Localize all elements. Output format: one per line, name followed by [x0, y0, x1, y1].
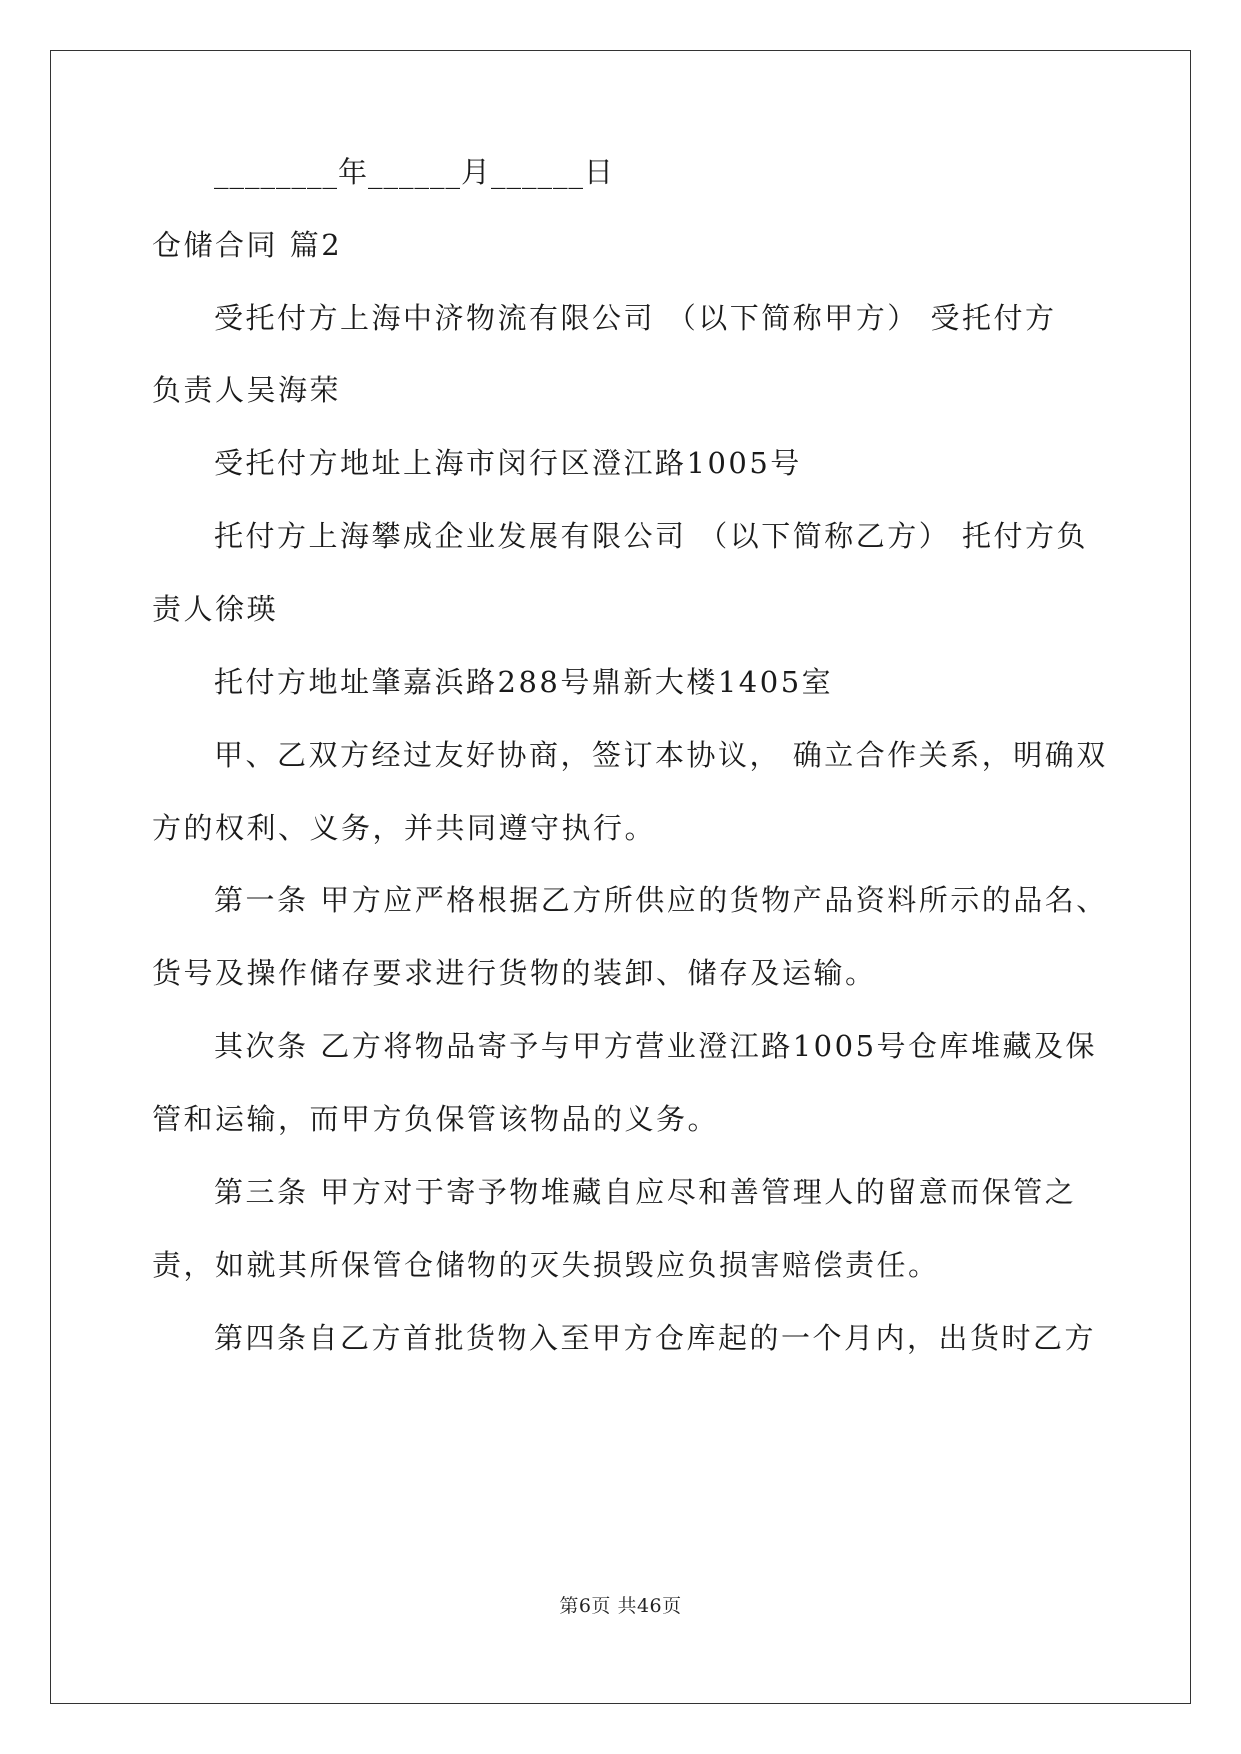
paragraph-line: 方的权利、义务，并共同遵守执行。 [152, 811, 657, 845]
date-line: ________年______月______日 [214, 155, 615, 189]
paragraph-line: 第三条 甲方对于寄予物堆藏自应尽和善管理人的留意而保管之 [214, 1175, 1077, 1209]
paragraph-line: 第四条自乙方首批货物入至甲方仓库起的一个月内，出货时乙方 [214, 1321, 1097, 1355]
section-title: 仓储合同 篇2 [152, 228, 343, 262]
paragraph-line: 受托付方上海中济物流有限公司 （以下简称甲方） 受托付方 [214, 301, 1057, 335]
paragraph-line: 第一条 甲方应严格根据乙方所供应的货物产品资料所示的品名、 [214, 883, 1108, 917]
paragraph-line: 管和运输，而甲方负保管该物品的义务。 [152, 1102, 720, 1136]
paragraph-line: 托付方地址肇嘉浜路288号鼎新大楼1405室 [214, 665, 834, 699]
paragraph-line: 责，如就其所保管仓储物的灭失损毁应负损害赔偿责任。 [152, 1248, 940, 1282]
paragraph-line: 责人徐瑛 [152, 592, 279, 626]
paragraph-line: 货号及操作储存要求进行货物的装卸、储存及运输。 [152, 956, 877, 990]
paragraph-line: 受托付方地址上海市闵行区澄江路1005号 [214, 446, 802, 480]
paragraph-line: 负责人吴海荣 [152, 373, 342, 407]
paragraph-line: 甲、乙双方经过友好协商，签订本协议， 确立合作关系，明确双 [214, 738, 1108, 772]
paragraph-line: 托付方上海攀成企业发展有限公司 （以下简称乙方） 托付方负 [214, 519, 1088, 553]
page-footer: 第6页 共46页 [559, 1595, 682, 1617]
paragraph-line: 其次条 乙方将物品寄予与甲方营业澄江路1005号仓库堆藏及保 [214, 1029, 1098, 1063]
